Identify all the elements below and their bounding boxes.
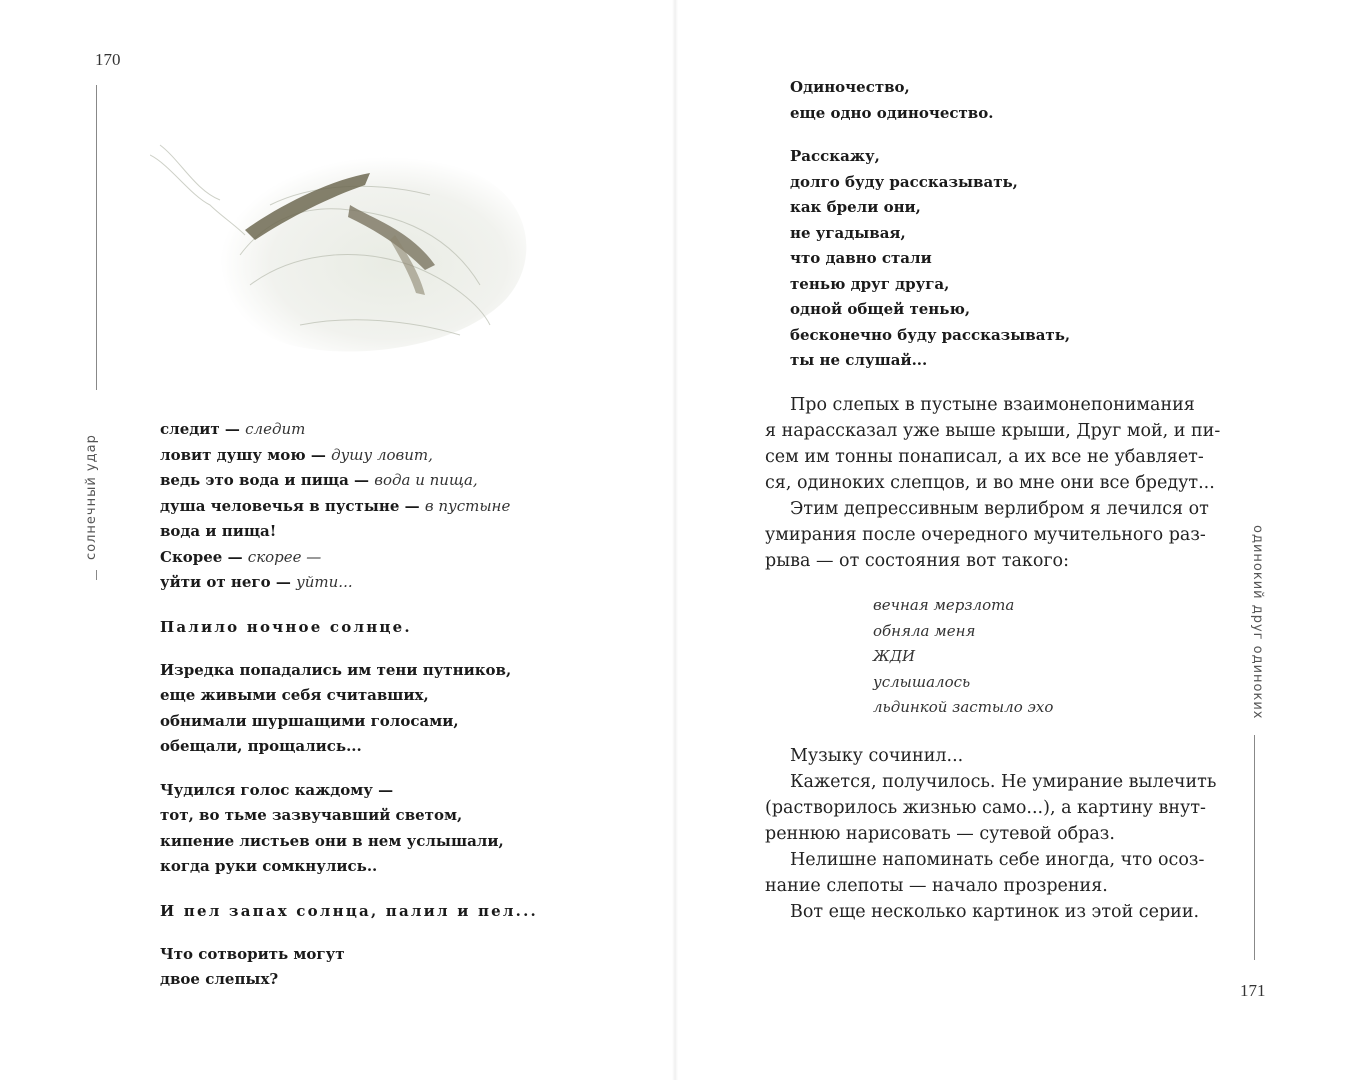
prose-line: Этим депрессивным верлибром я лечился от [790, 499, 1209, 519]
poem-line [160, 545, 580, 571]
prose-line: нание слепоты — начало прозрения. [765, 876, 1108, 896]
poem-line: ты не слушай... [790, 351, 928, 369]
poem-line: еще одно одиночество. [790, 103, 994, 122]
spaced-line: Палило ночное солнце. [160, 617, 412, 636]
poem-line: кипение листьев они в нем услышали, [160, 831, 504, 850]
poem-line: Чудился голос каждому — [160, 780, 394, 799]
line-italic: вода и пища, [374, 471, 478, 489]
line-bold: уйти от него — [160, 573, 297, 591]
poem-line: тот, во тьме зазвучавший светом, [160, 806, 463, 824]
prose-line: Про слепых в пустыне взаимонепонимания [790, 395, 1195, 415]
line-italic: в пустыне [424, 496, 511, 515]
poem-line [160, 417, 580, 443]
spaced-line: И пел запах солнца, палил и пел... [160, 901, 538, 920]
poem-line: одной общей тенью, [790, 300, 971, 318]
poem-line: Что сотворить могут [160, 944, 345, 963]
prose-line: сем им тонны понаписал, а их все не убавляет- [765, 447, 1204, 467]
prose-line: Вот еще несколько картинок из этой серии. [790, 902, 1200, 922]
left-running-head: солнечный удар [84, 434, 99, 560]
poem-line: обещали, прощались... [160, 737, 362, 755]
line-bold: душа человечья в пустыне — [160, 496, 425, 515]
prose-line: реннюю нарисовать — сутевой образ. [765, 824, 1115, 844]
prose-line: ся, одиноких слепцов, и во мне они все бредут... [765, 473, 1215, 493]
left-side-rule-top [96, 85, 97, 390]
prose-block-2 [765, 743, 1225, 925]
poem-line [160, 494, 580, 520]
right-page-number: 171 [1240, 981, 1266, 1000]
line-bold: ведь это вода и пища — [160, 471, 375, 489]
poem-line: тенью друг друга, [790, 274, 950, 293]
poem-line [160, 570, 580, 596]
prose-line: я нарассказал уже выше крыши, Друг мой, и пи- [765, 421, 1221, 441]
poem-line: ЖДИ [873, 647, 916, 666]
stanza-3 [160, 778, 580, 880]
prose-line: умирания после очередного мучительного раз- [765, 525, 1206, 545]
line-bold: следит — [160, 420, 246, 438]
poem-line: еще живыми себя считавших, [160, 686, 429, 704]
stanza-2 [160, 658, 580, 760]
poem-line: услышалось [873, 672, 971, 691]
poem-line: не угадывая, [790, 223, 906, 242]
left-side-rule-bottom [96, 570, 97, 580]
right-text-column [790, 75, 1230, 402]
poem-line: двое слепых? [160, 970, 279, 988]
poem-line: льдинкой застыло эхо [873, 698, 1054, 717]
prose-line: Музыку сочинил... [790, 746, 964, 766]
line-bold: Скорее — [160, 547, 248, 566]
right-running-head: одинокий друг одиноких [1250, 525, 1265, 720]
stanza-r2 [790, 144, 1230, 374]
poem-line [160, 443, 580, 469]
poem-line: что давно стали [790, 249, 932, 267]
prose-line: (растворилось жизнью само...), а картину внут- [765, 798, 1206, 818]
poem-line: Изредка попадались им тени путников, [160, 660, 512, 679]
poem-line: как брели они, [790, 198, 921, 216]
line-italic: душу ловит, [331, 445, 433, 464]
line-italic: уйти... [296, 573, 353, 591]
line-italic: следит [245, 420, 306, 438]
right-side-rule [1254, 735, 1255, 960]
poem-line: вечная мерзлота [873, 596, 1015, 614]
line-italic: скорее — [247, 547, 322, 566]
line-bold: ловит душу мою — [160, 445, 332, 464]
poem-line: когда руки сомкнулись.. [160, 857, 378, 875]
poem-line: Расскажу, [790, 147, 880, 165]
prose-line: Нелишне напоминать себе иногда, что осоз- [790, 850, 1205, 870]
stanza-r1 [790, 75, 1230, 126]
stanza-4 [160, 942, 580, 993]
poem-line: Одиночество, [790, 78, 910, 96]
stanza-1 [160, 417, 580, 596]
poem-line [160, 468, 580, 494]
prose-line: Кажется, получилось. Не умирание вылечить [790, 772, 1217, 792]
poem-line: обняла меня [873, 621, 976, 640]
sketch-illustration [150, 135, 550, 365]
prose-block-1 [765, 392, 1225, 574]
poem-line [160, 519, 580, 545]
poem-line: обнимали шуршащими голосами, [160, 711, 459, 730]
left-page-number: 170 [95, 50, 121, 69]
prose-line: рыва — от состояния вот такого: [765, 551, 1069, 571]
left-text-column [160, 417, 580, 1011]
inset-poem [873, 593, 1113, 721]
poem-line: долго буду рассказывать, [790, 172, 1018, 191]
poem-line: бесконечно буду рассказывать, [790, 325, 1071, 344]
book-gutter [672, 0, 678, 1080]
line-bold: вода и пища! [160, 522, 277, 540]
